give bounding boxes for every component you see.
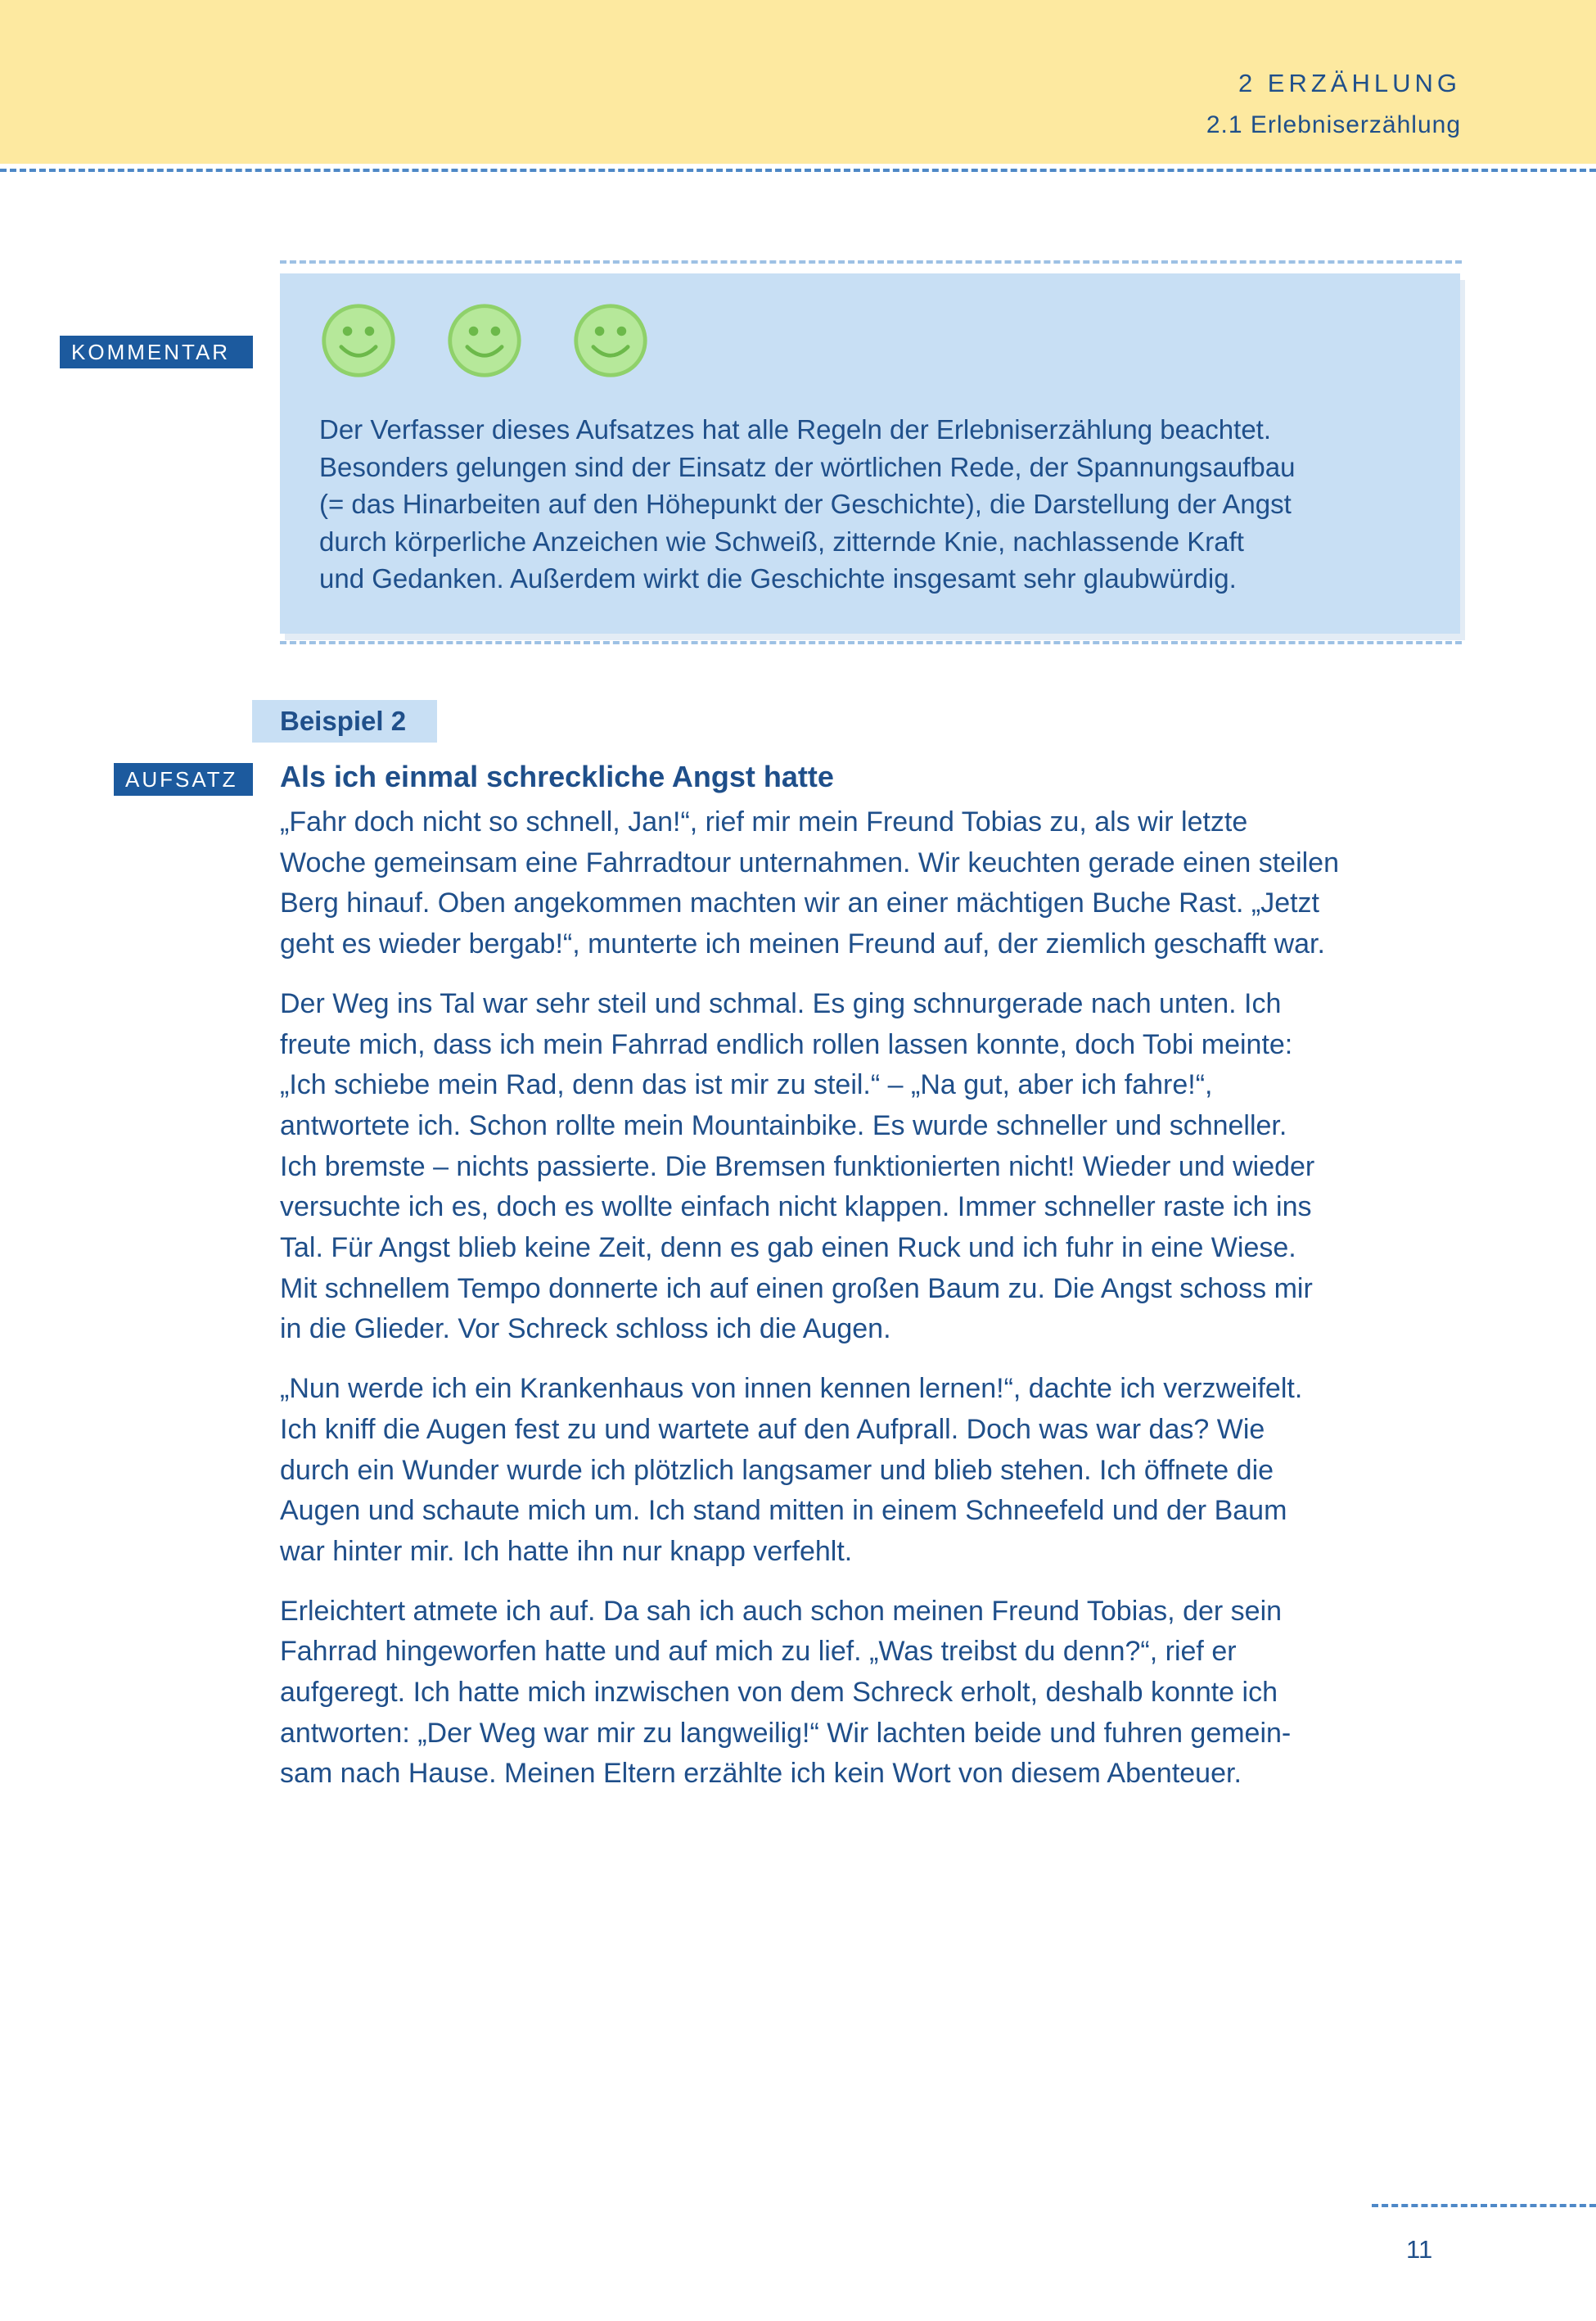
essay-title: Als ich einmal schreckliche Angst hatte [280, 760, 834, 793]
comment-box-bottom-border [280, 641, 1462, 644]
essay-line: Erleichtert atmete ich auf. Da sah ich auch schon meinen Freund Tobias, der sein [280, 1595, 1283, 1627]
section-heading: 2.1 Erlebniserzählung [1206, 111, 1461, 138]
smiley-icon [319, 301, 398, 380]
page-number: 11 [1406, 2235, 1433, 2264]
comment-text [319, 411, 1416, 598]
essay-line: Ich bremste – nichts passierte. Die Bremsen funktionierten nicht! Wieder und wieder [280, 1150, 1315, 1182]
aufsatz-tag: AUFSATZ [114, 763, 253, 796]
essay-line: geht es wieder bergab!“, munterte ich meinen Freund auf, der ziemlich geschafft war. [280, 928, 1325, 960]
essay-line: war hinter mir. Ich hatte ihn nur knapp verfehlt. [280, 1535, 853, 1567]
comment-line: (= das Hinarbeiten auf den Höhepunkt der Geschichte), die Darstellung der Angst [319, 489, 1292, 519]
essay-line: in die Glieder. Vor Schreck schloss ich die Augen. [280, 1313, 891, 1345]
essay-line: Woche gemeinsam eine Fahrradtour unternahmen. Wir keuchten gerade einen steilen [280, 847, 1339, 878]
essay-line: Fahrrad hingeworfen hatte und auf mich zu lief. „Was treibst du denn?“, rief er [280, 1636, 1237, 1668]
essay-line: antworten: „Der Weg war mir zu langweilig!“ Wir lachten beide und fuhren gemein- [280, 1717, 1292, 1749]
essay-body [280, 802, 1467, 1813]
comment-line: durch körperliche Anzeichen wie Schweiß, zitternde Knie, nachlassende Kraft [319, 526, 1244, 557]
rating-smileys [319, 301, 650, 380]
chapter-heading: 2 ERZÄHLUNG [1238, 69, 1461, 97]
header-divider [0, 169, 1596, 172]
essay-paragraph [280, 984, 1467, 1350]
essay-line: sam nach Hause. Meinen Eltern erzählte ich kein Wort von diesem Abenteuer. [280, 1758, 1242, 1790]
kommentar-tag: KOMMENTAR [60, 336, 253, 368]
footer-divider [1372, 2204, 1596, 2207]
essay-line: antwortete ich. Schon rollte mein Mountainbike. Es wurde schneller und schneller. [280, 1109, 1287, 1141]
essay-line: aufgeregt. Ich hatte mich inzwischen von dem Schreck erholt, deshalb konnte ich [280, 1677, 1278, 1709]
essay-line: versuchte ich es, doch es wollte einfach nicht klappen. Immer schneller raste ich ins [280, 1191, 1312, 1223]
comment-line: Der Verfasser dieses Aufsatzes hat alle Regeln der Erlebniserzählung beachtet. [319, 414, 1272, 445]
essay-line: Augen und schaute mich um. Ich stand mitten in einem Schneefeld und der Baum [280, 1495, 1287, 1527]
essay-line: freute mich, dass ich mein Fahrrad endlich rollen lassen konnte, doch Tobi meinte: [280, 1028, 1293, 1060]
smiley-icon [445, 301, 524, 380]
essay-line: „Ich schiebe mein Rad, denn das ist mir zu steil.“ – „Na gut, aber ich fahre!“, [280, 1069, 1213, 1101]
essay-line: Tal. Für Angst blieb keine Zeit, denn es gab einen Ruck und ich fuhr in eine Wiese. [280, 1232, 1296, 1264]
comment-box-top-border [280, 260, 1462, 264]
example-label: Beispiel 2 [252, 700, 437, 743]
essay-line: Berg hinauf. Oben angekommen machten wir an einer mächtigen Buche Rast. „Jetzt [280, 887, 1320, 919]
comment-line: und Gedanken. Außerdem wirkt die Geschichte insgesamt sehr glaubwürdig. [319, 563, 1237, 594]
essay-line: „Fahr doch nicht so schnell, Jan!“, rief mir mein Freund Tobias zu, als wir letzte [280, 806, 1248, 838]
essay-line: durch ein Wunder wurde ich plötzlich langsamer und blieb stehen. Ich öffnete die [280, 1454, 1274, 1486]
essay-line: Mit schnellem Tempo donnerte ich auf einen großen Baum zu. Die Angst schoss mir [280, 1272, 1313, 1304]
essay-paragraph [280, 1592, 1467, 1795]
essay-line: Ich kniff die Augen fest zu und wartete auf den Aufprall. Doch was war das? Wie [280, 1413, 1265, 1445]
essay-line: Der Weg ins Tal war sehr steil und schmal. Es ging schnurgerade nach unten. Ich [280, 987, 1282, 1019]
essay-paragraph [280, 1369, 1467, 1573]
comment-line: Besonders gelungen sind der Einsatz der wörtlichen Rede, der Spannungsaufbau [319, 451, 1296, 482]
smiley-icon [571, 301, 650, 380]
essay-line: „Nun werde ich ein Krankenhaus von innen kennen lernen!“, dachte ich verzweifelt. [280, 1373, 1303, 1405]
essay-paragraph [280, 802, 1467, 965]
